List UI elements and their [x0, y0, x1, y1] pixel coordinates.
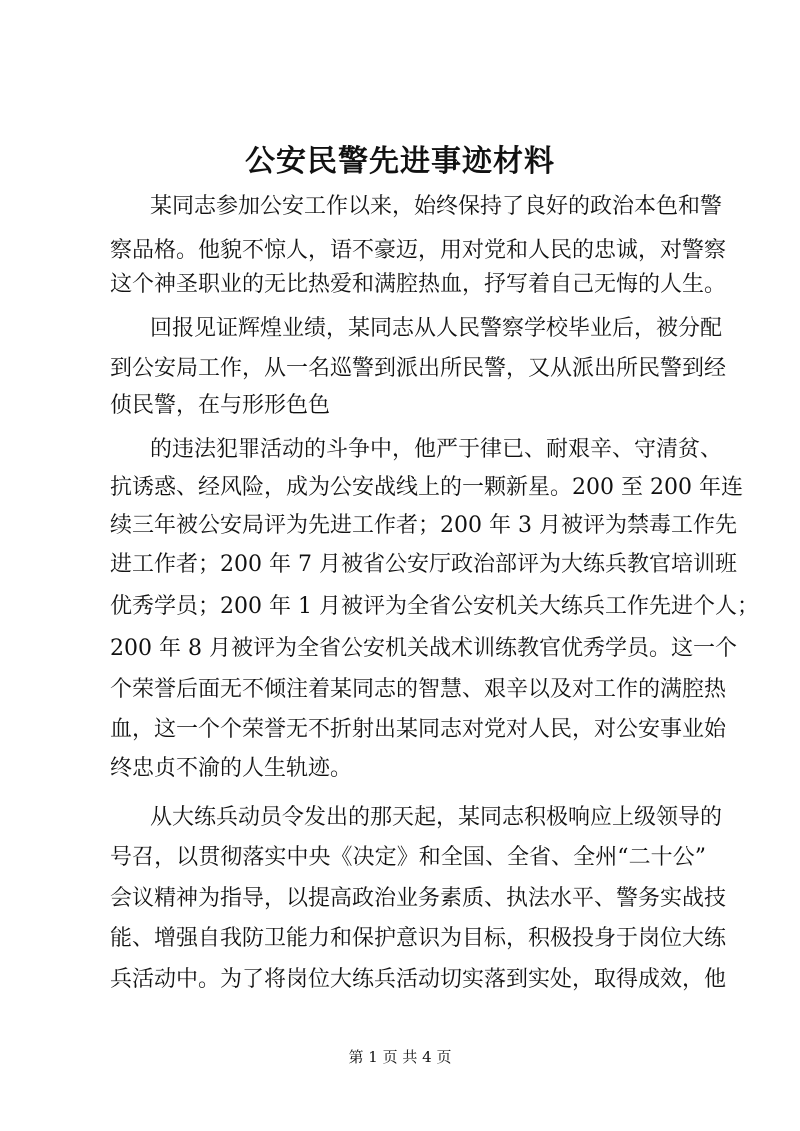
body-line: 会议精神为指导，以提高政治业务素质、执法水平、警务实战技 — [110, 886, 727, 911]
body-line: 优秀学员；200 年 1 月被评为全省公安机关大练兵工作先进个人； — [110, 594, 759, 619]
body-line: 侦民警，在与形形色色 — [110, 393, 331, 418]
body-line: 的违法犯罪活动的斗争中，他严于律已、耐艰辛、守清贫、 — [150, 437, 723, 462]
body-line: 兵活动中。为了将岗位大练兵活动切实落到实处，取得成效，他 — [110, 967, 727, 992]
body-line: 从大练兵动员令发出的那天起，某同志积极响应上级领导的 — [150, 805, 723, 830]
body-line: 号召，以贯彻落实中央《决定》和全国、全省、全州“二十公” — [110, 845, 706, 870]
body-line: 某同志参加公安工作以来，始终保持了良好的政治本色和警 — [150, 194, 723, 219]
body-line: 能、增强自我防卫能力和保护意识为目标，积极投身于岗位大练 — [110, 926, 727, 951]
body-line: 到公安局工作，从一名巡警到派出所民警，又从派出所民警到经 — [110, 356, 727, 381]
body-line: 这个神圣职业的无比热爱和满腔热血，抒写着自己无悔的人生。 — [110, 272, 727, 297]
body-line: 200 年 8 月被评为全省公安机关战术训练教官优秀学员。这一个 — [110, 636, 737, 661]
body-line: 抗诱惑、经风险，成为公安战线上的一颗新星。200 至 200 年连 — [110, 475, 743, 500]
page-number: 第 1 页 共 4 页 — [348, 1048, 452, 1066]
body-line: 续三年被公安局评为先进工作者；200 年 3 月被评为禁毒工作先 — [110, 513, 737, 538]
body-line: 察品格。他貌不惊人，语不豪迈，用对党和人民的忠诚，对警察 — [110, 238, 727, 263]
body-line: 个荣誉后面无不倾注着某同志的智慧、艰辛以及对工作的满腔热 — [110, 677, 727, 702]
body-line: 终忠贞不渝的人生轨迹。 — [110, 756, 353, 781]
body-line: 血，这一个个荣誉无不折射出某同志对党对人民，对公安事业始 — [110, 717, 727, 742]
body-line: 进工作者；200 年 7 月被省公安厅政治部评为大练兵教官培训班 — [110, 552, 737, 577]
document-title: 公安民警先进事迹材料 — [245, 144, 555, 179]
body-line: 回报见证辉煌业绩，某同志从人民警察学校毕业后，被分配 — [150, 316, 723, 341]
